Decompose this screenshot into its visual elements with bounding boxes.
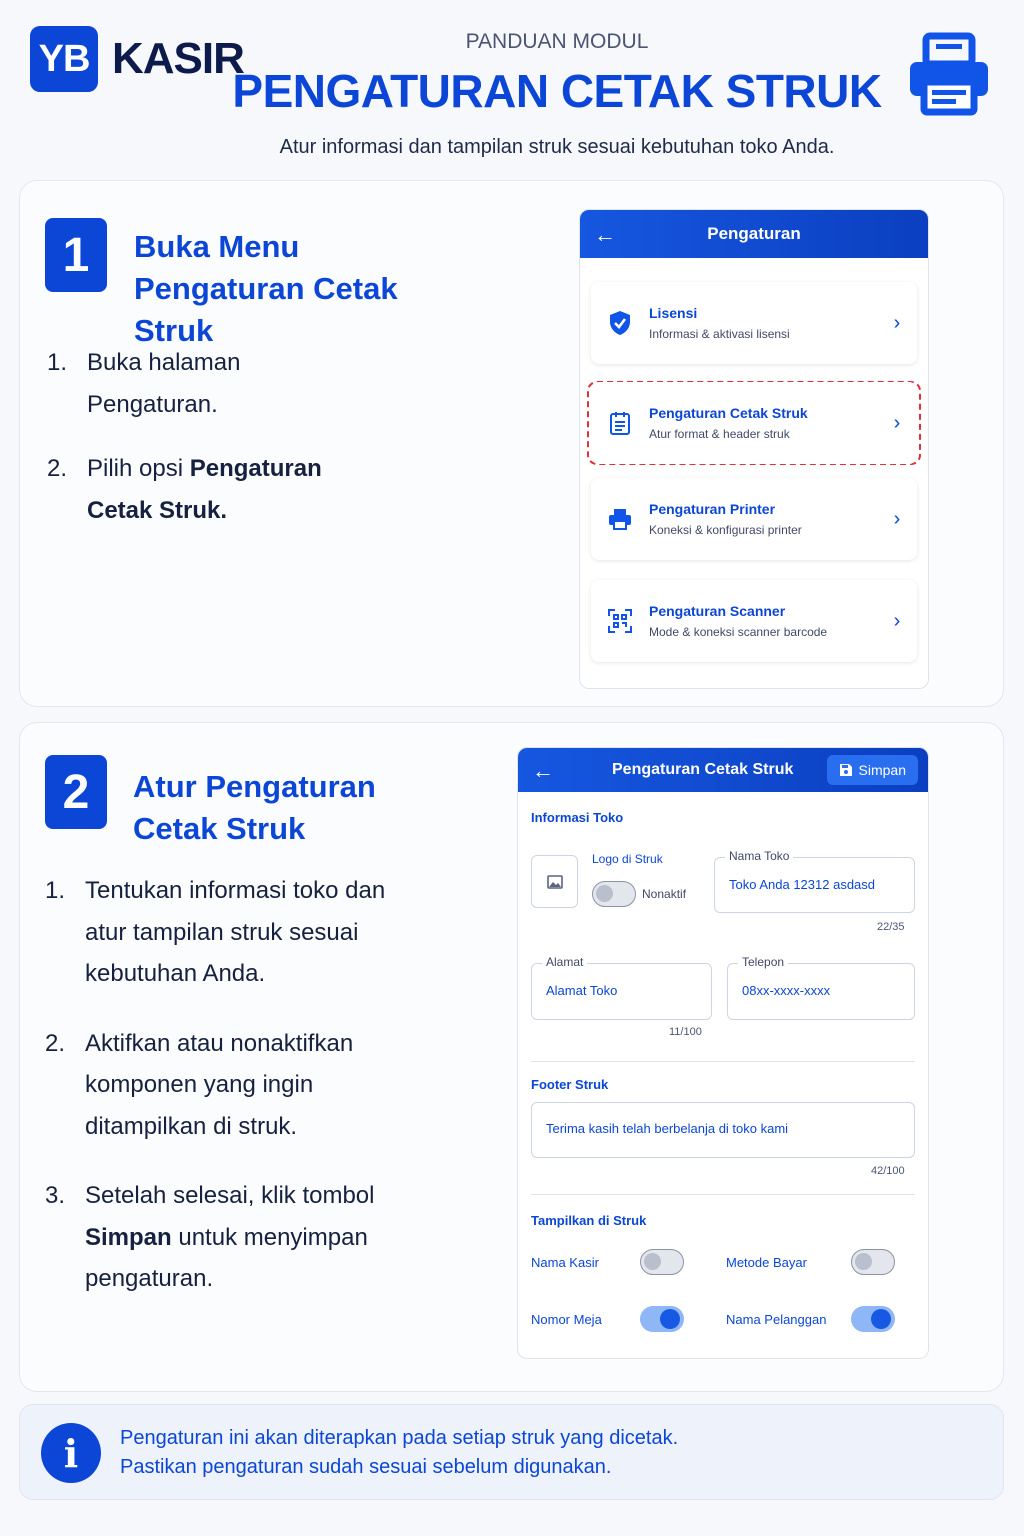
toggle-knob — [855, 1253, 872, 1270]
list-text: Setelah selesai, klik tombol Simpan untuk menyimpan pengaturan. — [85, 1182, 375, 1292]
toggle-knob — [596, 885, 613, 902]
info-line-2: Pastikan pengaturan sudah sesuai sebelum digunakan. — [120, 1456, 612, 1478]
chevron-right-icon: › — [893, 609, 901, 632]
save-label: Simpan — [858, 762, 906, 778]
menu-label: Pengaturan Cetak Struk — [649, 405, 808, 421]
section-informasi-toko: Informasi Toko — [531, 810, 624, 825]
logo-mark: YB — [30, 26, 98, 92]
toggle-label-metode-bayar: Metode Bayar — [726, 1255, 807, 1270]
step-2-card — [19, 722, 1004, 1392]
field-label: Alamat — [542, 955, 587, 969]
receipt-settings-screen — [517, 747, 929, 1359]
menu-desc: Koneksi & konfigurasi printer — [649, 523, 802, 537]
step-number: 1 — [45, 218, 107, 292]
toggle-knob — [660, 1309, 680, 1329]
divider — [531, 1194, 915, 1195]
info-text — [120, 1424, 678, 1482]
logo-toggle[interactable] — [592, 881, 636, 907]
save-button[interactable] — [827, 755, 918, 785]
bold-text: Simpan — [85, 1223, 172, 1251]
bold-text: Pengaturan Cetak Struk. — [87, 455, 322, 524]
screen-title: Pengaturan Cetak Struk — [612, 761, 794, 778]
menu-desc: Informasi & aktivasi lisensi — [649, 327, 790, 341]
logo-state: Nonaktif — [642, 887, 687, 901]
char-counter: 11/100 — [669, 1026, 702, 1038]
save-icon — [839, 763, 853, 777]
field-label: Telepon — [738, 955, 788, 969]
toggle-nama-pelanggan[interactable] — [851, 1306, 895, 1332]
arrow-left-icon[interactable]: ← — [532, 758, 554, 783]
step-title: Buka Menu Pengaturan Cetak Struk — [134, 229, 398, 348]
list-text: Pilih opsi Pengaturan Cetak Struk. — [87, 455, 322, 524]
step-1-card — [19, 180, 1004, 707]
toggle-label-nama-kasir: Nama Kasir — [531, 1255, 599, 1270]
printer-icon — [906, 32, 992, 118]
field-value: 08xx-xxxx-xxxx — [742, 983, 831, 998]
list-number: 2. — [45, 1029, 66, 1057]
shield-check-icon — [591, 310, 649, 336]
menu-label: Pengaturan Scanner — [649, 603, 786, 619]
field-value: Alamat Toko — [546, 983, 618, 998]
list-number: 1. — [47, 349, 68, 376]
field-value: Terima kasih telah berbelanja di toko kami — [546, 1121, 789, 1136]
info-icon: i — [41, 1423, 101, 1483]
page-subtitle: Atur informasi dan tampilan struk sesuai kebutuhan toko Anda. — [279, 136, 835, 158]
menu-label: Pengaturan Printer — [649, 501, 776, 517]
footer-field[interactable] — [531, 1102, 915, 1158]
toggle-nama-kasir[interactable] — [640, 1249, 684, 1275]
page-kicker: PANDUAN MODUL — [465, 30, 649, 53]
chevron-right-icon: › — [893, 311, 901, 334]
store-name-field[interactable] — [714, 849, 915, 913]
list-number: 2. — [47, 455, 68, 482]
list-item — [47, 342, 377, 426]
toggle-nomor-meja[interactable] — [640, 1306, 684, 1332]
logo-text: KASIR — [112, 34, 244, 83]
page-title: PENGATURAN CETAK STRUK — [232, 65, 882, 117]
screen-title: Pengaturan — [707, 224, 801, 243]
toggle-knob — [871, 1309, 891, 1329]
chevron-right-icon: › — [893, 507, 901, 530]
toggle-label-nomor-meja: Nomor Meja — [531, 1312, 602, 1327]
menu-item-pengaturan-scanner[interactable] — [591, 580, 917, 662]
receipt-icon — [591, 411, 649, 435]
list-text: Aktifkan atau nonaktifkan komponen yang ingin ditampilkan di struk. — [85, 1029, 354, 1140]
app-bar — [580, 210, 928, 258]
toggle-knob — [644, 1253, 661, 1270]
menu-item-lisensi[interactable] — [591, 282, 917, 364]
info-note — [19, 1404, 1004, 1500]
app-bar — [518, 748, 928, 792]
list-item — [47, 448, 377, 532]
menu-item-pengaturan-printer[interactable] — [591, 478, 917, 560]
menu-item-pengaturan-cetak-struk[interactable] — [591, 382, 917, 464]
section-tampilkan: Tampilkan di Struk — [531, 1213, 647, 1228]
printer-icon — [591, 507, 649, 531]
step-title: Atur Pengaturan Cetak Struk — [133, 769, 376, 846]
list-number: 1. — [45, 877, 66, 904]
logo-upload[interactable] — [531, 855, 578, 908]
toggle-metode-bayar[interactable] — [851, 1249, 895, 1275]
divider — [531, 1061, 915, 1062]
chevron-right-icon: › — [893, 411, 901, 434]
step-instructions — [45, 870, 405, 1322]
phone-field[interactable] — [727, 955, 915, 1020]
image-icon — [547, 875, 563, 889]
section-footer-struk: Footer Struk — [531, 1077, 609, 1092]
field-label: Nama Toko — [725, 849, 793, 863]
list-item — [45, 1023, 405, 1148]
toggle-label-nama-pelanggan: Nama Pelanggan — [726, 1312, 827, 1327]
menu-desc: Atur format & header struk — [649, 427, 790, 441]
step-number: 2 — [45, 755, 107, 829]
logo-label: Logo di Struk — [592, 852, 663, 866]
char-counter: 22/35 — [877, 921, 905, 933]
list-text: Tentukan informasi toko dan atur tampilan struk sesuai kebutuhan Anda. — [85, 877, 386, 987]
arrow-left-icon[interactable]: ← — [594, 222, 616, 247]
info-line-1: Pengaturan ini akan diterapkan pada setiap struk yang dicetak. — [120, 1427, 679, 1449]
list-number: 3. — [45, 1182, 66, 1209]
char-counter: 42/100 — [871, 1165, 905, 1177]
step-instructions — [47, 342, 377, 554]
menu-label: Lisensi — [649, 305, 698, 321]
menu-desc: Mode & koneksi scanner barcode — [649, 625, 828, 639]
field-value: Toko Anda 12312 asdasd — [729, 877, 876, 892]
list-item — [45, 1175, 405, 1300]
list-text: Buka halaman Pengaturan. — [87, 349, 241, 418]
list-item — [45, 870, 405, 995]
address-field[interactable] — [531, 955, 712, 1020]
qr-scan-icon — [591, 609, 649, 633]
settings-screen — [579, 209, 929, 689]
